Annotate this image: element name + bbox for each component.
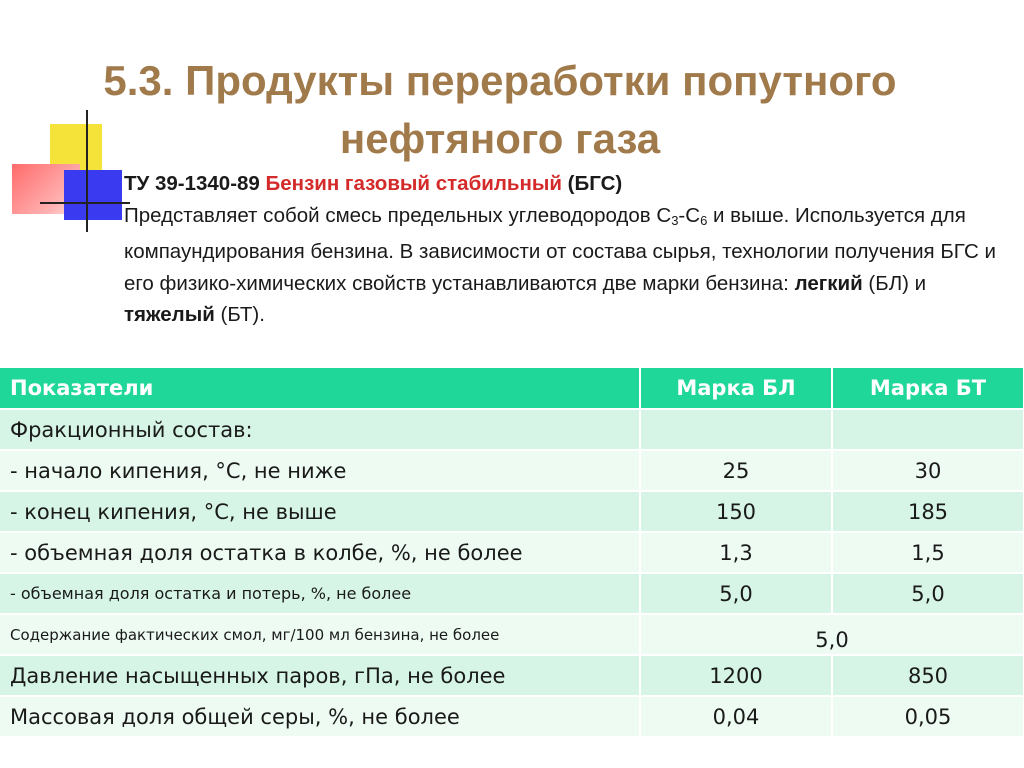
table-row: [0, 614, 1024, 655]
heavy-grade: тяжелый: [124, 303, 215, 326]
row-label: Фракционный состав:: [0, 409, 640, 450]
cell-bl: [640, 409, 832, 450]
header-grade-bl: Марка БЛ: [640, 368, 832, 409]
header-grade-bt: Марка БТ: [832, 368, 1024, 409]
table-row: [0, 573, 1024, 614]
cell-bt: 5,0: [832, 573, 1024, 614]
row-label: - объемная доля остатка и потерь, %, не более: [0, 573, 640, 614]
row-label: Давление насыщенных паров, гПа, не более: [0, 655, 640, 696]
row-label: - конец кипения, °С, не выше: [0, 491, 640, 532]
cell-bt: 30: [832, 450, 1024, 491]
table-row: [0, 450, 1024, 491]
product-abbr: (БГС): [567, 172, 623, 195]
title-line-1: 5.3. Продукты переработки попутного: [103, 57, 897, 104]
decorative-squares-graphic: [0, 110, 130, 240]
row-label: Массовая доля общей серы, %, не более: [0, 696, 640, 737]
cell-bt: 0,05: [832, 696, 1024, 737]
vertical-line: [86, 110, 88, 232]
table-row: [0, 696, 1024, 737]
cell-merged: 5,0: [640, 614, 1024, 655]
header-indicators: Показатели: [0, 368, 640, 409]
cell-bt: 850: [832, 655, 1024, 696]
intro-text-1: Представляет собой смесь предельных углеводородов С: [124, 203, 672, 227]
tu-code: ТУ 39-1340-89: [124, 172, 260, 195]
cell-bl: 25: [640, 450, 832, 491]
blue-square: [64, 170, 122, 220]
table-row: [0, 655, 1024, 696]
cell-bt: 1,5: [832, 532, 1024, 573]
table-row: [0, 532, 1024, 573]
product-name: Бензин газовый стабильный: [265, 172, 562, 195]
intro-paragraph: [124, 168, 1004, 331]
light-grade: легкий: [794, 271, 863, 295]
specification-table: [0, 368, 1024, 738]
subscript-3: 3: [671, 212, 679, 228]
table-header-row: [0, 368, 1024, 409]
row-label: Содержание фактических смол, мг/100 мл бензина, не более: [0, 614, 640, 655]
cell-bl: 5,0: [640, 573, 832, 614]
intro-text-2: и выше. Используется для компаундирования бензина. В зависимости от состава сырья, технологии получения БГС и его физико-химических свойств устанавливаются две марки бензина:: [124, 203, 996, 295]
table-row: [0, 491, 1024, 532]
cell-bt: [832, 409, 1024, 450]
title-line-2: нефтяного газа: [339, 115, 661, 162]
cell-bl: 1,3: [640, 532, 832, 573]
cell-bl: 0,04: [640, 696, 832, 737]
row-label: - объемная доля остатка в колбе, %, не более: [0, 532, 640, 573]
row-label: - начало кипения, °С, не ниже: [0, 450, 640, 491]
horizontal-line: [40, 202, 130, 204]
dash-c: -С: [678, 203, 701, 227]
cell-bl: 1200: [640, 655, 832, 696]
slide-title: [0, 52, 1000, 168]
table-row: [0, 409, 1024, 450]
subscript-6: 6: [700, 212, 708, 228]
light-abbr: (БЛ) и: [862, 271, 927, 295]
cell-bt: 185: [832, 491, 1024, 532]
heavy-abbr: (БТ).: [214, 303, 265, 326]
cell-bl: 150: [640, 491, 832, 532]
